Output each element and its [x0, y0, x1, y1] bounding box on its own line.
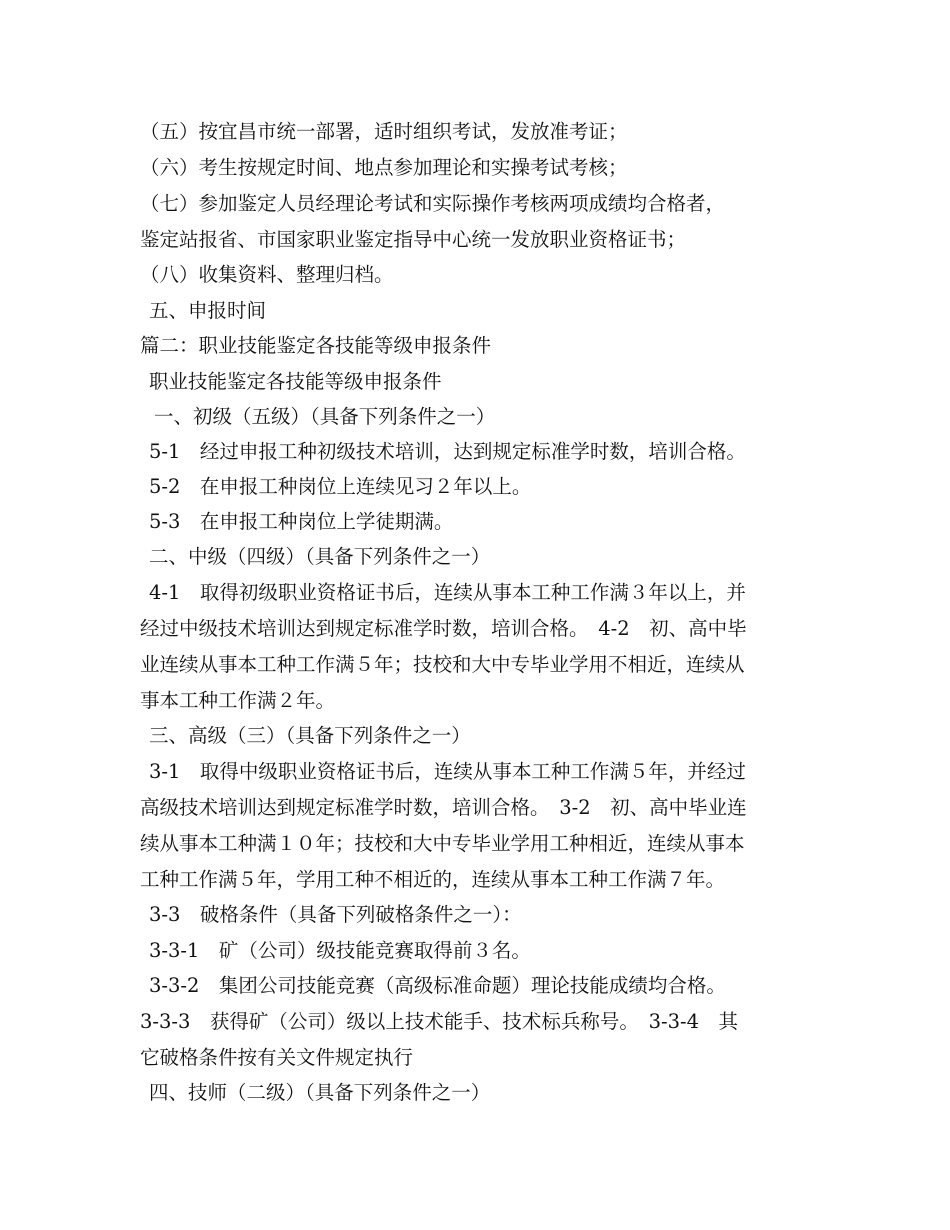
text-line-17: 事本工种工作满２年。 — [140, 689, 336, 712]
text-line-12: 5-3 在申报工种岗位上学徒期满。 — [149, 510, 454, 533]
chapter-heading: 篇二：职业技能鉴定各技能等级申报条件 — [140, 334, 492, 357]
text-line-16: 业连续从事本工种工作满５年；技校和大中专毕业学用不相近，连续从 — [140, 653, 745, 676]
text-line-10: 5-1 经过申报工种初级技术培训，达到规定标准学时数，培训合格。 — [149, 440, 746, 463]
level-heading-junior: 一、初级（五级）（具备下列条件之一） — [154, 405, 496, 428]
text-line-21: 续从事本工种满１０年；技校和大中专毕业学用工种相近，连续从事本 — [140, 832, 745, 855]
text-line-11: 5-2 在申报工种岗位上连续见习２年以上。 — [149, 475, 532, 498]
text-line-26: 3-3-3 获得矿（公司）级以上技术能手、技术标兵称号。 3-3-4 其 — [140, 1010, 739, 1033]
level-heading-senior: 三、高级（三）（具备下列条件之一） — [149, 724, 471, 747]
text-line-27: 它破格条件按有关文件规定执行 — [140, 1046, 414, 1069]
text-line-14: 4-1 取得初级职业资格证书后，连续从事本工种工作满３年以上，并 — [149, 581, 746, 604]
text-line-19: 3-1 取得中级职业资格证书后，连续从事本工种工作满５年，并经过 — [149, 760, 746, 783]
text-line-1: （五）按宜昌市统一部署，适时组织考试，发放准考证； — [140, 120, 628, 143]
text-line-23: 3-3 破格条件（具备下列破格条件之一）： — [149, 903, 522, 926]
text-line-15: 经过中级技术培训达到规定标准学时数，培训合格。 4-2 初、高中毕 — [140, 617, 747, 640]
text-line-25: 3-3-2 集团公司技能竞赛（高级标准命题）理论技能成绩均合格。 — [149, 974, 726, 997]
level-heading-technician: 四、技师（二级）（具备下列条件之一） — [149, 1081, 491, 1104]
level-heading-intermediate: 二、中级（四级）（具备下列条件之一） — [149, 545, 491, 568]
chapter-title: 职业技能鉴定各技能等级申报条件 — [149, 370, 442, 393]
text-line-5: （八）收集资料、整理归档。 — [140, 263, 394, 286]
text-line-3: （七）参加鉴定人员经理论考试和实际操作考核两项成绩均合格者， — [140, 192, 726, 215]
text-line-4: 鉴定站报省、市国家职业鉴定指导中心统一发放职业资格证书； — [140, 228, 687, 251]
text-line-24: 3-3-1 矿（公司）级技能竞赛取得前３名。 — [149, 939, 531, 962]
text-line-20: 高级技术培训达到规定标准学时数，培训合格。 3-2 初、高中毕业连 — [140, 796, 747, 819]
section-heading-five: 五、申报时间 — [149, 299, 267, 322]
text-line-22: 工种工作满５年，学用工种不相近的，连续从事本工种工作满７年。 — [140, 868, 726, 891]
text-line-2: （六）考生按规定时间、地点参加理论和实操考试考核； — [140, 156, 628, 179]
